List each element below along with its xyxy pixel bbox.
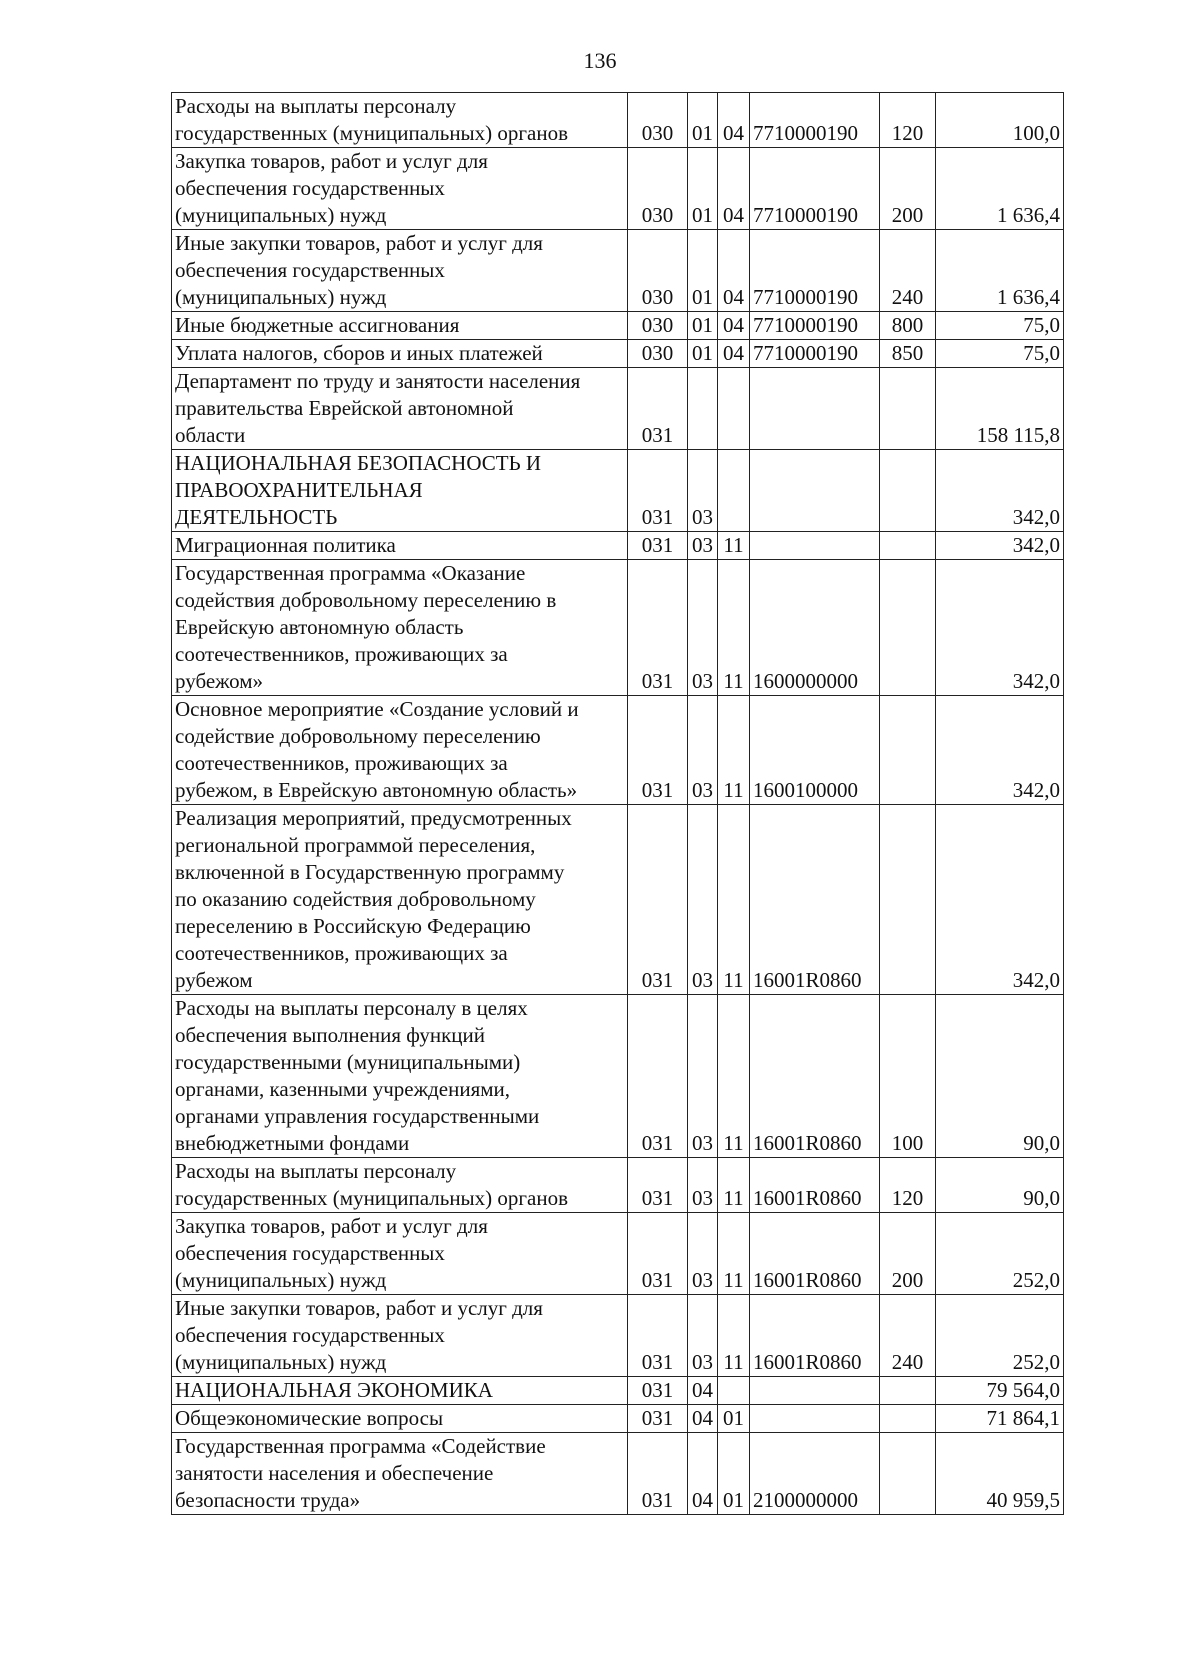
table-row	[172, 93, 1064, 148]
section-code-cell: 04	[688, 1377, 718, 1405]
ved-code-cell: 031	[628, 532, 688, 560]
ved-code-cell: 031	[628, 1433, 688, 1515]
ved-code-cell: 031	[628, 1377, 688, 1405]
section-code-cell: 03	[688, 696, 718, 805]
target-item-code-cell: 16001R0860	[750, 805, 880, 995]
row-name-cell: Общеэкономические вопросы	[172, 1405, 628, 1433]
amount-cell: 342,0	[936, 696, 1064, 805]
expense-type-code-cell: 120	[880, 93, 936, 148]
budget-table-body	[172, 93, 1064, 1515]
expense-type-code-cell: 800	[880, 312, 936, 340]
budget-table	[171, 92, 1064, 1515]
amount-cell: 342,0	[936, 450, 1064, 532]
subsection-code-cell: 04	[718, 312, 750, 340]
table-row	[172, 148, 1064, 230]
amount-cell: 342,0	[936, 805, 1064, 995]
expense-type-code-cell: 200	[880, 148, 936, 230]
section-code-cell: 03	[688, 1158, 718, 1213]
section-code-cell	[688, 368, 718, 450]
expense-type-code-cell	[880, 696, 936, 805]
subsection-code-cell: 11	[718, 805, 750, 995]
table-row	[172, 312, 1064, 340]
target-item-code-cell: 16001R0860	[750, 995, 880, 1158]
table-row	[172, 1405, 1064, 1433]
amount-cell: 100,0	[936, 93, 1064, 148]
row-name-cell: Расходы на выплаты персоналу государственных (муниципальных) органов	[172, 93, 628, 148]
expense-type-code-cell	[880, 1433, 936, 1515]
target-item-code-cell: 7710000190	[750, 340, 880, 368]
amount-cell: 1 636,4	[936, 148, 1064, 230]
expense-type-code-cell	[880, 1377, 936, 1405]
section-code-cell: 04	[688, 1405, 718, 1433]
amount-cell: 342,0	[936, 560, 1064, 696]
target-item-code-cell	[750, 1405, 880, 1433]
row-name-cell: Реализация мероприятий, предусмотренных региональной программой переселения, включенной в Государственную программу по оказанию содействия добровольному переселению в Российскую Федерацию соотечественников, проживающих за рубежом	[172, 805, 628, 995]
target-item-code-cell	[750, 532, 880, 560]
subsection-code-cell: 11	[718, 995, 750, 1158]
subsection-code-cell	[718, 1377, 750, 1405]
target-item-code-cell	[750, 368, 880, 450]
expense-type-code-cell	[880, 368, 936, 450]
row-name-cell: НАЦИОНАЛЬНАЯ БЕЗОПАСНОСТЬ И ПРАВООХРАНИТЕЛЬНАЯ ДЕЯТЕЛЬНОСТЬ	[172, 450, 628, 532]
section-code-cell: 03	[688, 805, 718, 995]
subsection-code-cell: 04	[718, 148, 750, 230]
ved-code-cell: 030	[628, 340, 688, 368]
section-code-cell: 01	[688, 340, 718, 368]
amount-cell: 90,0	[936, 995, 1064, 1158]
expense-type-code-cell	[880, 1405, 936, 1433]
ved-code-cell: 031	[628, 805, 688, 995]
target-item-code-cell: 16001R0860	[750, 1295, 880, 1377]
subsection-code-cell: 11	[718, 532, 750, 560]
table-row	[172, 532, 1064, 560]
ved-code-cell: 030	[628, 93, 688, 148]
table-row	[172, 340, 1064, 368]
page-number: 136	[583, 48, 617, 73]
table-row	[172, 450, 1064, 532]
subsection-code-cell: 11	[718, 696, 750, 805]
table-row	[172, 1433, 1064, 1515]
row-name-cell: Основное мероприятие «Создание условий и содействие добровольному переселению соотечественников, проживающих за рубежом, в Еврейскую автономную область»	[172, 696, 628, 805]
section-code-cell: 03	[688, 1295, 718, 1377]
row-name-cell: Иные закупки товаров, работ и услуг для обеспечения государственных (муниципальных) нужд	[172, 230, 628, 312]
expense-type-code-cell	[880, 532, 936, 560]
row-name-cell: НАЦИОНАЛЬНАЯ ЭКОНОМИКА	[172, 1377, 628, 1405]
target-item-code-cell: 7710000190	[750, 230, 880, 312]
target-item-code-cell: 7710000190	[750, 312, 880, 340]
table-row	[172, 1295, 1064, 1377]
expense-type-code-cell: 120	[880, 1158, 936, 1213]
subsection-code-cell: 11	[718, 1295, 750, 1377]
expense-type-code-cell: 240	[880, 230, 936, 312]
ved-code-cell: 031	[628, 1405, 688, 1433]
amount-cell: 40 959,5	[936, 1433, 1064, 1515]
subsection-code-cell	[718, 368, 750, 450]
row-name-cell: Расходы на выплаты персоналу государственных (муниципальных) органов	[172, 1158, 628, 1213]
target-item-code-cell	[750, 450, 880, 532]
target-item-code-cell: 7710000190	[750, 148, 880, 230]
ved-code-cell: 031	[628, 1295, 688, 1377]
amount-cell: 75,0	[936, 340, 1064, 368]
expense-type-code-cell: 100	[880, 995, 936, 1158]
subsection-code-cell: 01	[718, 1405, 750, 1433]
subsection-code-cell	[718, 450, 750, 532]
amount-cell: 252,0	[936, 1295, 1064, 1377]
expense-type-code-cell: 240	[880, 1295, 936, 1377]
table-row	[172, 1377, 1064, 1405]
section-code-cell: 01	[688, 312, 718, 340]
ved-code-cell: 031	[628, 368, 688, 450]
section-code-cell: 03	[688, 450, 718, 532]
target-item-code-cell: 7710000190	[750, 93, 880, 148]
amount-cell: 158 115,8	[936, 368, 1064, 450]
expense-type-code-cell	[880, 805, 936, 995]
subsection-code-cell: 11	[718, 1213, 750, 1295]
target-item-code-cell: 16001R0860	[750, 1158, 880, 1213]
target-item-code-cell: 1600100000	[750, 696, 880, 805]
row-name-cell: Иные закупки товаров, работ и услуг для обеспечения государственных (муниципальных) нужд	[172, 1295, 628, 1377]
row-name-cell: Департамент по труду и занятости населения правительства Еврейской автономной области	[172, 368, 628, 450]
amount-cell: 252,0	[936, 1213, 1064, 1295]
section-code-cell: 03	[688, 1213, 718, 1295]
target-item-code-cell: 1600000000	[750, 560, 880, 696]
subsection-code-cell: 04	[718, 230, 750, 312]
ved-code-cell: 031	[628, 1213, 688, 1295]
target-item-code-cell	[750, 1377, 880, 1405]
row-name-cell: Закупка товаров, работ и услуг для обеспечения государственных (муниципальных) нужд	[172, 148, 628, 230]
ved-code-cell: 030	[628, 230, 688, 312]
amount-cell: 75,0	[936, 312, 1064, 340]
subsection-code-cell: 11	[718, 560, 750, 696]
section-code-cell: 01	[688, 93, 718, 148]
ved-code-cell: 031	[628, 995, 688, 1158]
section-code-cell: 04	[688, 1433, 718, 1515]
amount-cell: 79 564,0	[936, 1377, 1064, 1405]
section-code-cell: 03	[688, 532, 718, 560]
ved-code-cell: 030	[628, 148, 688, 230]
ved-code-cell: 031	[628, 450, 688, 532]
row-name-cell: Иные бюджетные ассигнования	[172, 312, 628, 340]
section-code-cell: 01	[688, 148, 718, 230]
table-row	[172, 560, 1064, 696]
target-item-code-cell: 2100000000	[750, 1433, 880, 1515]
section-code-cell: 03	[688, 560, 718, 696]
amount-cell: 1 636,4	[936, 230, 1064, 312]
table-row	[172, 1213, 1064, 1295]
expense-type-code-cell: 850	[880, 340, 936, 368]
table-row	[172, 230, 1064, 312]
expense-type-code-cell	[880, 450, 936, 532]
amount-cell: 71 864,1	[936, 1405, 1064, 1433]
subsection-code-cell: 04	[718, 340, 750, 368]
row-name-cell: Закупка товаров, работ и услуг для обеспечения государственных (муниципальных) нужд	[172, 1213, 628, 1295]
subsection-code-cell: 01	[718, 1433, 750, 1515]
section-code-cell: 01	[688, 230, 718, 312]
subsection-code-cell: 04	[718, 93, 750, 148]
expense-type-code-cell	[880, 560, 936, 696]
expense-type-code-cell: 200	[880, 1213, 936, 1295]
section-code-cell: 03	[688, 995, 718, 1158]
ved-code-cell: 031	[628, 696, 688, 805]
table-row	[172, 368, 1064, 450]
ved-code-cell: 030	[628, 312, 688, 340]
row-name-cell: Государственная программа «Содействие занятости населения и обеспечение безопасности труда»	[172, 1433, 628, 1515]
table-row	[172, 995, 1064, 1158]
amount-cell: 342,0	[936, 532, 1064, 560]
row-name-cell: Расходы на выплаты персоналу в целях обеспечения выполнения функций государственными (муниципальными) органами, казенными учреждениями, органами управления государственными внебюджетными фондами	[172, 995, 628, 1158]
subsection-code-cell: 11	[718, 1158, 750, 1213]
table-row	[172, 1158, 1064, 1213]
table-row	[172, 805, 1064, 995]
row-name-cell: Миграционная политика	[172, 532, 628, 560]
ved-code-cell: 031	[628, 560, 688, 696]
target-item-code-cell: 16001R0860	[750, 1213, 880, 1295]
table-row	[172, 696, 1064, 805]
amount-cell: 90,0	[936, 1158, 1064, 1213]
ved-code-cell: 031	[628, 1158, 688, 1213]
row-name-cell: Уплата налогов, сборов и иных платежей	[172, 340, 628, 368]
row-name-cell: Государственная программа «Оказание содействия добровольному переселению в Еврейскую автономную область соотечественников, проживающих за рубежом»	[172, 560, 628, 696]
